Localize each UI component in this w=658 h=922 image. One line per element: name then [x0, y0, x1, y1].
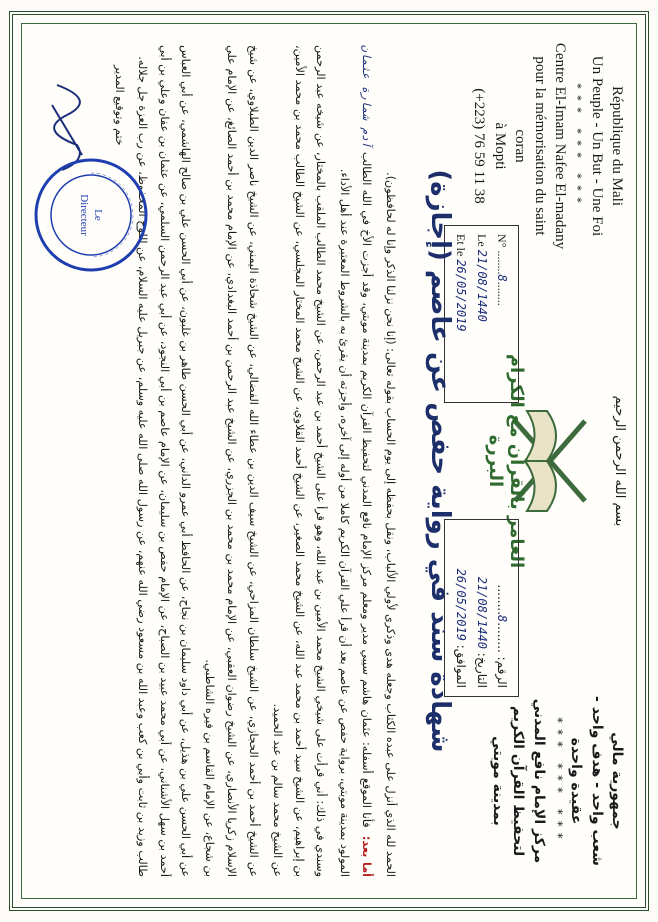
- date-value-ar: 21/08/1440: [474, 576, 489, 649]
- official-stamp-icon: [31, 155, 151, 275]
- motto-ar: شعب واحد - هدف واحد - عقيدة واحدة: [568, 696, 605, 866]
- motto-fr: Un Peuple - Un But - Une Foi: [588, 55, 605, 237]
- phone-fr: (+223) 76 59 11 38: [471, 88, 488, 204]
- logo-motto: العامر بالقرآن مع الكرام البررة: [485, 353, 527, 569]
- body-text-a: فأنا الموقع أسفله: عثمان هاشم سيبي مدير ومعلم مركز الإمام نافع المدني لتحفيظ القرآن الكريم بمدينة موبتي، وقد أجزت الأخ في الله الطالب: [360, 151, 374, 828]
- seal-label: ختم وتوقيع المدير: [113, 65, 126, 146]
- body-paragraph: الحمد لله الذي أنزل على عبده الكتاب وجعله هدى وذكرى لأولي الألباب، ونقل بحفظه إلى يوم الحساب بقوله تعالى: (إنا نحن نزلنا الذكر وإنا له لحافظون).: [384, 172, 397, 877]
- svg-text:Le: Le: [92, 209, 104, 221]
- arabic-header: [488, 681, 627, 881]
- student-name: آدم شمارة عثمان: [360, 45, 374, 148]
- number-label-ar: الرقم:: [495, 656, 509, 688]
- date-row-fr: [471, 234, 491, 394]
- number-label-fr: N°: [495, 234, 509, 248]
- body-paragraph: وسندي في ذلك: أني قرأت على شيخي الشيخ محمد الأمين بن عبد الله، وهو قرأ على الشيخ أحمد بن عبد الرحمن، عن الشيخ محمد الطالب الملقب بالمختار، عن شيخه عبد الرحمن بن إبراهيم، عن الشيخ سيد أحمد بن محمد عبد الله، عن الشيخ محمد الصغير، عن الشيخ أحمد القلاوي، عن الشيخ محمد المختار المجلسي، عن الشيخ الطالب محمد بن محمد الأمين، عن الشيخ محمد سالم بن عبد الحميد.: [270, 45, 328, 877]
- corr-label-ar: الموافق:: [454, 644, 469, 688]
- body-paragraph: [333, 45, 377, 877]
- certificate-sheet: [9, 11, 649, 911]
- body-paragraph: عن الشيخ أحمد بن أحمد الحجازي، عن الشيخ سلطان المزاحي، عن الشيخ سيف الدين بن عطاء الله الفضالي، عن الشيخ شحاذة اليمني، عن الشيخ ناصر الدين الطبلاوي، عن شيخ الإسلام زكريا الأنصاري، عن الشيخ رضوان العقبي، عن الإمام محمد بن محمد بن الجزري، عن الشيخ عبد الرحمن بن أحمد البغدادي، عن الإمام محمد بن أحمد الصائغ، عن الإمام علي بن شجاع، عن الإمام القاسم بن فيره الشاطبي.: [203, 45, 260, 877]
- center-ar: مركز الإمام نافع المدني: [530, 698, 547, 864]
- certificate-title: شهادة سند في رواية حفص عن عاصم (إجازة): [425, 169, 455, 753]
- svg-text:Directeur: Directeur: [78, 194, 90, 236]
- stars-fr: *** *** ***: [571, 83, 586, 209]
- et-label-fr: Et le: [454, 234, 469, 257]
- number-value-ar: 8: [495, 615, 509, 623]
- country-ar: جمهورية مالي: [609, 732, 625, 830]
- date-row-ar: [471, 528, 491, 688]
- number-row-fr: N° ........8........: [495, 234, 509, 306]
- country-fr: République du Mali: [609, 86, 625, 206]
- body-lead: أما بعد:: [360, 835, 374, 877]
- et-value-fr: 26/05/2019: [454, 259, 469, 332]
- date-label-ar: التاريخ:: [474, 652, 489, 688]
- certificate-body: [129, 45, 401, 877]
- body-text-b: المولود بمدينة موبتي، برواية حفص عن عاصم بعد أن قرأ علي القرآن الكريم كاملا من أوله إلى آخره، وأجزته أن يقرئ به بالشروط المعتبرة عند أهل الأداء.: [338, 168, 352, 877]
- number-value-fr: 8: [495, 274, 509, 282]
- purpose-ar: لتحفيظ القرآن الكريم: [510, 705, 527, 857]
- certificate-footer: [31, 45, 141, 877]
- stars-ar: *** *** ***: [551, 717, 566, 845]
- purpose-fr: pour la mémorisation du saint coran: [511, 56, 549, 236]
- center-fr: Centre El-Imam Nafee El-madany: [552, 42, 569, 250]
- french-header: [469, 41, 627, 251]
- basmala: بسم الله الرحمن الرحيم: [612, 395, 627, 527]
- date-value-fr: 21/08/1440: [474, 249, 489, 322]
- corr-value-ar: 26/05/2019: [454, 568, 469, 641]
- body-paragraph: عن أبي الحسن علي بن هذيل، عن أبي داود سليمان بن نجاح، عن الحافظ أبي عمرو الداني، عن أبي الحسن طاهر بن غلبون، عن أبي الحسن علي بن صالح الهاشمي، عن أبي العباس أحمد بن سهل الأشناني، عن أبي محمد عبيد بن الصباح، عن الإمام حفص بن سليمان، عن الإمام عاصم بن أبي النجود، عن أبي عبد الرحمن السلمي، عن عثمان بن عفان وعلي بن أبي طالب وزيد بن ثابت وأبي بن كعب وعبد الله بن مسعود رضي الله عنهم، عن رسول الله صلى الله عليه وسلم، عن جبريل عليه السلام، عن اللوح المحفوظ، عن رب العزة جل جلاله.: [135, 45, 193, 877]
- city-ar: بمدينة موبتي: [490, 736, 507, 826]
- city-fr: à Mopti: [491, 122, 508, 170]
- reference-box-fr: [444, 225, 519, 403]
- date-label-fr: Le: [474, 234, 489, 247]
- reference-box-ar: [444, 519, 519, 697]
- number-row-ar: الرقم: ........8........: [495, 584, 509, 688]
